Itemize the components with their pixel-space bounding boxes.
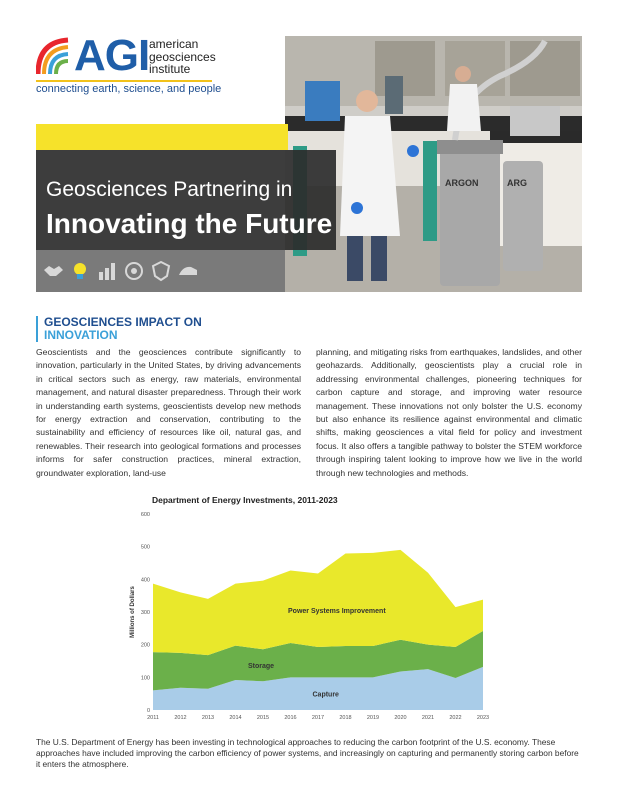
- x-tick-label: 2022: [449, 715, 462, 721]
- tank-label-2: ARG: [507, 178, 527, 188]
- y-tick-label: 100: [140, 675, 150, 682]
- body-column-left: Geoscientists and the geosciences contribute significantly to innovation, particularly in the United States, by driving advancements in critical sectors such as energy, raw materials, environmental management, and natural disaster preparedness. Through their work in understanding earth systems, geoscientists develop new methods for energy extraction and conservation, contributing to the sustainability and efficiency of resources like oil, natural gas, and renewables. Their research into geological formations and processes informs for safer construction practices, mineral extraction, groundwater exploration, land-use: [36, 347, 301, 478]
- y-tick-label: 0: [146, 708, 150, 714]
- x-tick-label: 2013: [201, 715, 215, 721]
- hero-title-line2: Innovating the Future: [46, 208, 333, 239]
- chart-caption: The U.S. Department of Energy has been investing in technological approaches to reducing the carbon footprint of the U.S. economy. These approaches have included improving the carbon efficiency of power systems, and increasingly on capturing and permanently storing carbon before it enters the atmosphere.: [36, 737, 579, 769]
- logo-name-line2: geosciences: [149, 49, 216, 64]
- agi-logo: [36, 31, 222, 96]
- agi-logo-mark-icon: [36, 36, 70, 76]
- chart-plot: [125, 492, 495, 724]
- x-tick-label: 2023: [476, 715, 490, 721]
- logo-divider: [36, 80, 212, 82]
- y-tick-label: 500: [140, 544, 150, 551]
- series-label: Storage: [248, 663, 275, 671]
- logo-tagline: connecting earth, science, and people: [36, 83, 222, 95]
- doe-investments-chart: [125, 492, 495, 724]
- x-tick-label: 2015: [256, 715, 270, 721]
- logo-wordmark: AGI: [74, 31, 150, 80]
- x-tick-label: 2016: [284, 715, 297, 721]
- logo-name-line3: institute: [149, 62, 191, 76]
- x-tick-label: 2018: [339, 715, 352, 721]
- globe-gear-icon: [123, 260, 145, 282]
- shield-icon: [150, 260, 172, 282]
- x-tick-label: 2019: [366, 715, 380, 721]
- x-tick-label: 2014: [229, 715, 242, 721]
- section-heading: [36, 316, 202, 342]
- handshake-icon: [42, 260, 64, 282]
- x-tick-label: 2012: [174, 715, 187, 721]
- series-label: Capture: [312, 691, 339, 699]
- lightbulb-icon: [69, 260, 91, 282]
- bar-chart-icon: [96, 260, 118, 282]
- x-tick-label: 2021: [421, 715, 435, 721]
- hero-title-panel: [36, 150, 336, 250]
- title-accent-band: [36, 124, 288, 150]
- x-tick-label: 2011: [147, 715, 159, 721]
- y-tick-label: 300: [140, 610, 150, 616]
- body-column-right: planning, and mitigating risks from earthquakes, landslides, and other geohazards. Additionally, geoscientists play a crucial role in addressing environmental challenges, pioneering techniques for carbon capture and storage, and improving water resource management. These innovations not only bolster the U.S. economy but also enhance its resilience against environmental and climatic shifts, making geosciences a vital field for policy and investment focus. It also offers a tangible pathway to bolster the STEM workforce through inspiring talent looking to improve how we live in the world through new technologies and methods.: [316, 347, 582, 478]
- topic-icon-strip: [36, 250, 285, 292]
- section-heading-line2: INNOVATION: [44, 328, 118, 342]
- tank-label: ARGON: [445, 178, 479, 188]
- series-label: Power Systems Improvement: [288, 608, 386, 616]
- y-tick-label: 600: [140, 512, 150, 518]
- section-heading-line1: GEOSCIENCES IMPACT ON: [44, 315, 202, 329]
- y-tick-label: 200: [140, 642, 150, 649]
- chart-title: Department of Energy Investments, 2011-2023: [152, 495, 338, 505]
- hero-title-line1: Geosciences Partnering in: [46, 178, 293, 201]
- y-tick-label: 400: [140, 577, 150, 584]
- vehicle-icon: [177, 260, 199, 282]
- x-tick-label: 2017: [311, 715, 325, 721]
- logo-name: [149, 38, 216, 76]
- logo-name-line1: american: [149, 37, 199, 51]
- y-axis-label: Millions of Dollars: [130, 586, 136, 638]
- x-tick-label: 2020: [394, 715, 407, 721]
- area-series-power-systems-improvement: [153, 550, 483, 655]
